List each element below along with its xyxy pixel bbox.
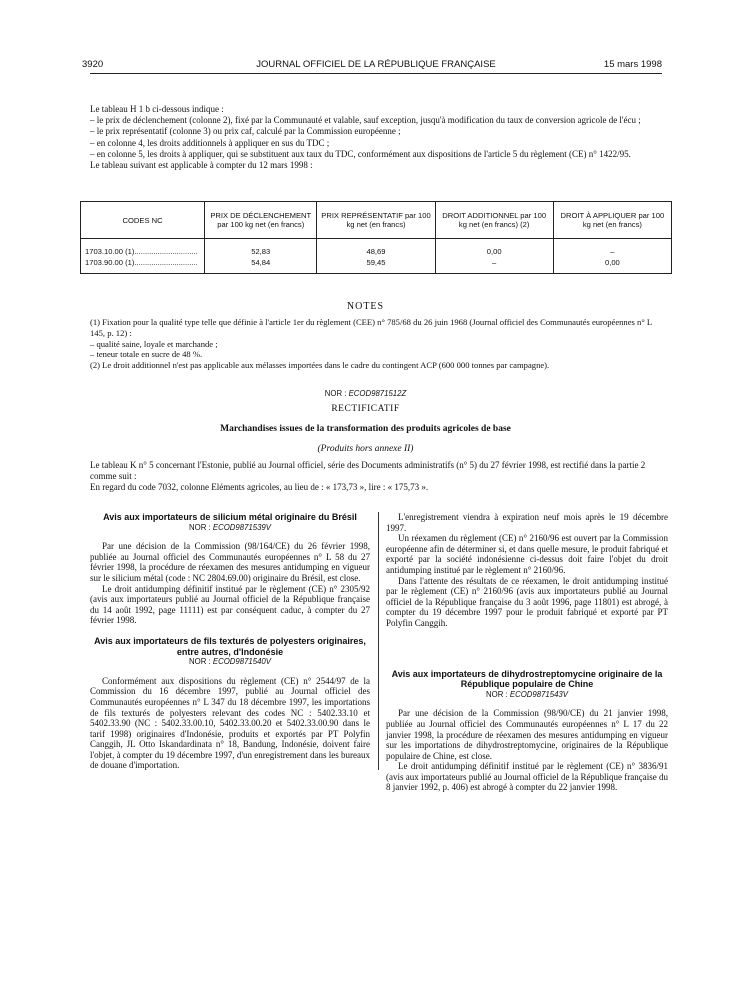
rectificatif-subtitle: (Produits hors annexe II) bbox=[317, 444, 414, 454]
issue-date: 15 mars 1998 bbox=[603, 59, 662, 70]
nor-label: NOR : bbox=[189, 522, 211, 532]
polyester-nor bbox=[90, 657, 370, 668]
dihydro-notice-title: Avis aux importateurs de dihydrostreptomycine originaire de la République populaire de Chine bbox=[391, 668, 663, 690]
table-cell: – bbox=[435, 258, 553, 274]
right-column bbox=[386, 512, 668, 793]
intro-item: – le prix de déclenchement (colonne 2), fixé par la Communauté et valable, sauf exception, jusqu'à modification du taux de conversion agricole de l'écu ; bbox=[90, 115, 641, 126]
intro-item: – en colonne 5, les droits à appliquer, qui se substituent aux taux du TDC, conformément aux dispositions de l'article 5 du règlement (CE) n° 1422/95. bbox=[90, 148, 631, 159]
table-cell: 54,84 bbox=[205, 258, 317, 274]
rectificatif-nor bbox=[0, 389, 731, 398]
column-header: PRIX DE DÉCLENCHEMENT par 100 kg net (en francs) bbox=[205, 202, 317, 239]
dihydro-nor bbox=[386, 690, 668, 701]
intro-item: – en colonne 4, les droits additionnels à appliquer en sus du TDC ; bbox=[90, 137, 330, 148]
nor-label: NOR : bbox=[486, 689, 508, 699]
silicium-paragraph: Le droit antidumping définitif institué par le règlement (CE) n° 2305/92 (avis aux importateurs publié au Journal officiel de la République française du 14 août 1992, page 11111) est par conséquent caduc, à compter du 27 février 1998. bbox=[90, 583, 370, 626]
table-cell: 1703.10.00 (1).............................. bbox=[81, 239, 205, 259]
note-line: (1) Fixation pour la qualité type telle que définie à l'article 1er du règlement (CEE) n° 785/68 du 26 juin 1968 (Journal officiel des Communautés européennes n° L 145, p. 12) : bbox=[90, 317, 652, 338]
column-header: CODES NC bbox=[81, 202, 205, 239]
nor-code: ECOD9871512Z bbox=[348, 389, 407, 398]
intro-lead: Le tableau H 1 b ci-dessous indique : bbox=[90, 104, 224, 114]
intro-section bbox=[90, 104, 668, 171]
polyester-notice-title: Avis aux importateurs de fils texturés de polyesters originaires, entre autres, d'Indonésie bbox=[94, 635, 366, 657]
nor-code: ECOD9871539V bbox=[212, 522, 271, 532]
polyester-continued-paragraph: L'enregistrement viendra à expiration neuf mois après le 19 décembre 1997. bbox=[386, 512, 668, 533]
table-cell: 52,83 bbox=[205, 239, 317, 259]
note-line: – qualité saine, loyale et marchande ; bbox=[90, 338, 218, 349]
table-row bbox=[81, 239, 672, 259]
dihydro-paragraph: Par une décision de la Commission (98/90/CE) du 21 janvier 1998, publiée au Journal officiel des Communautés européennes n° L 17 du 22 janvier 1998, la procédure de réexamen des mesures antidumping en vigueur sur les importations de dihydrostreptomycine, originaires de la République populaire de Chine, est close. bbox=[386, 708, 668, 761]
nor-label: NOR : bbox=[189, 657, 211, 667]
table-cell: 0,00 bbox=[553, 258, 671, 274]
price-table bbox=[80, 201, 672, 274]
nor-code: ECOD9871540V bbox=[212, 657, 271, 667]
table-cell: 1703.90.00 (1).............................. bbox=[81, 258, 205, 274]
column-divider bbox=[378, 512, 379, 770]
rectificatif-main-title: Marchandises issues de la transformation des produits agricoles de base bbox=[220, 424, 511, 434]
note-line: – teneur totale en sucre de 48 %. bbox=[90, 349, 203, 360]
nor-code: ECOD9871543V bbox=[509, 689, 568, 699]
notes-section bbox=[90, 317, 668, 371]
polyester-paragraph: Conformément aux dispositions du règlement (CE) n° 2544/97 de la Commission du 16 décembre 1997, publié au Journal officiel des Communautés européennes n° L 347 du 18 décembre 1997, les importations de fils texturés de polyesters relevant des codes NC : 5402.33.10 et 5402.33.90 (NC : 5402.33.00.10, 5402.33.00.20 et 5402.33.00.90 dans le tarif 1998) originaires d'Indonésie, produits et exportés par PT Polyfin Canggih, JL Otto Iskandardinata n° 18, Bandung, Indonésie, doivent faire l'objet, à compter du 19 décembre 1997, d'un enregistrement dans les bureaux de douane d'importation. bbox=[90, 675, 370, 771]
table-row bbox=[81, 258, 672, 274]
table-cell: 59,45 bbox=[317, 258, 435, 274]
column-header: DROIT À APPLIQUER par 100 kg net (en francs) bbox=[553, 202, 671, 239]
note-line: (2) Le droit additionnel n'est pas applicable aux mélasses importées dans le cadre du contingent ACP (600 000 tonnes par campagne). bbox=[90, 360, 550, 371]
rectificatif-body bbox=[90, 460, 668, 494]
intro-applicable: Le tableau suivant est applicable à compter du 12 mars 1998 : bbox=[90, 160, 313, 171]
rectificatif-paragraph: Le tableau K n° 5 concernant l'Estonie, publié au Journal officiel, série des Documents administratifs (n° 5) du 27 février 1998, est rectifié dans la partie 2 comme suit : bbox=[90, 460, 646, 482]
notes-title: NOTES bbox=[346, 301, 385, 312]
table-cell: 0,00 bbox=[435, 239, 553, 259]
rectificatif-title: RECTIFICATIF bbox=[331, 404, 400, 414]
table-header-row bbox=[81, 202, 672, 239]
left-column bbox=[90, 512, 370, 771]
silicium-notice-title: Avis aux importateurs de silicium métal originaire du Brésil bbox=[103, 512, 357, 522]
page-number: 3920 bbox=[82, 59, 104, 70]
column-header: PRIX REPRÉSENTATIF par 100 kg net (en francs) bbox=[317, 202, 435, 239]
dihydro-paragraph: Le droit antidumping définitif institué par le règlement (CE) n° 3836/91 (avis aux importateurs publié au Journal officiel de la République française du 8 janvier 1992, p. 406) est abrogé à compter du 22 janvier 1998. bbox=[386, 761, 668, 793]
page-header bbox=[82, 57, 662, 74]
nor-label: NOR : bbox=[324, 389, 347, 398]
polyester-continued-paragraph: Un réexamen du règlement (CE) n° 2160/96 est ouvert par la Commission européenne afin de déterminer si, et dans quelle mesure, le produit fabriqué et exporté par la société indonésienne ci-dessus doit faire l'objet du droit antidumping institué par le règlement n° 2160/96. bbox=[386, 533, 668, 575]
table-cell: – bbox=[553, 239, 671, 259]
intro-item: – le prix représentatif (colonne 3) ou prix caf, calculé par la Commission européenne ; bbox=[90, 126, 401, 137]
silicium-nor bbox=[90, 523, 370, 534]
polyester-continued-paragraph: Dans l'attente des résultats de ce réexamen, le droit antidumping institué par le règlement (CE) n° 2160/96 (avis aux importateurs publié au Journal officiel de la République française du 3 août 1996, page 11801) est abrogé, à compter du 19 décembre 1997 pour le produit fabriqué et exporté par PT Polyfin Canggih. bbox=[386, 575, 668, 628]
journal-title: JOURNAL OFFICIEL DE LA RÉPUBLIQUE FRANÇAISE bbox=[256, 59, 496, 70]
rectificatif-paragraph: En regard du code 7032, colonne Eléments agricoles, au lieu de : « 173,73 », lire : « 175,73 ». bbox=[90, 482, 429, 493]
table-cell: 48,69 bbox=[317, 239, 435, 259]
silicium-paragraph: Par une décision de la Commission (98/164/CE) du 26 février 1998, publiée au Journal officiel des Communautés européennes n° L 58 du 27 février 1998, la procédure de réexamen des mesures antidumping en vigueur sur le silicium métal (code : NC 2804.69.00) originaire du Brésil, est close. bbox=[90, 541, 370, 583]
column-header: DROIT ADDITIONNEL par 100 kg net (en francs) (2) bbox=[435, 202, 553, 239]
